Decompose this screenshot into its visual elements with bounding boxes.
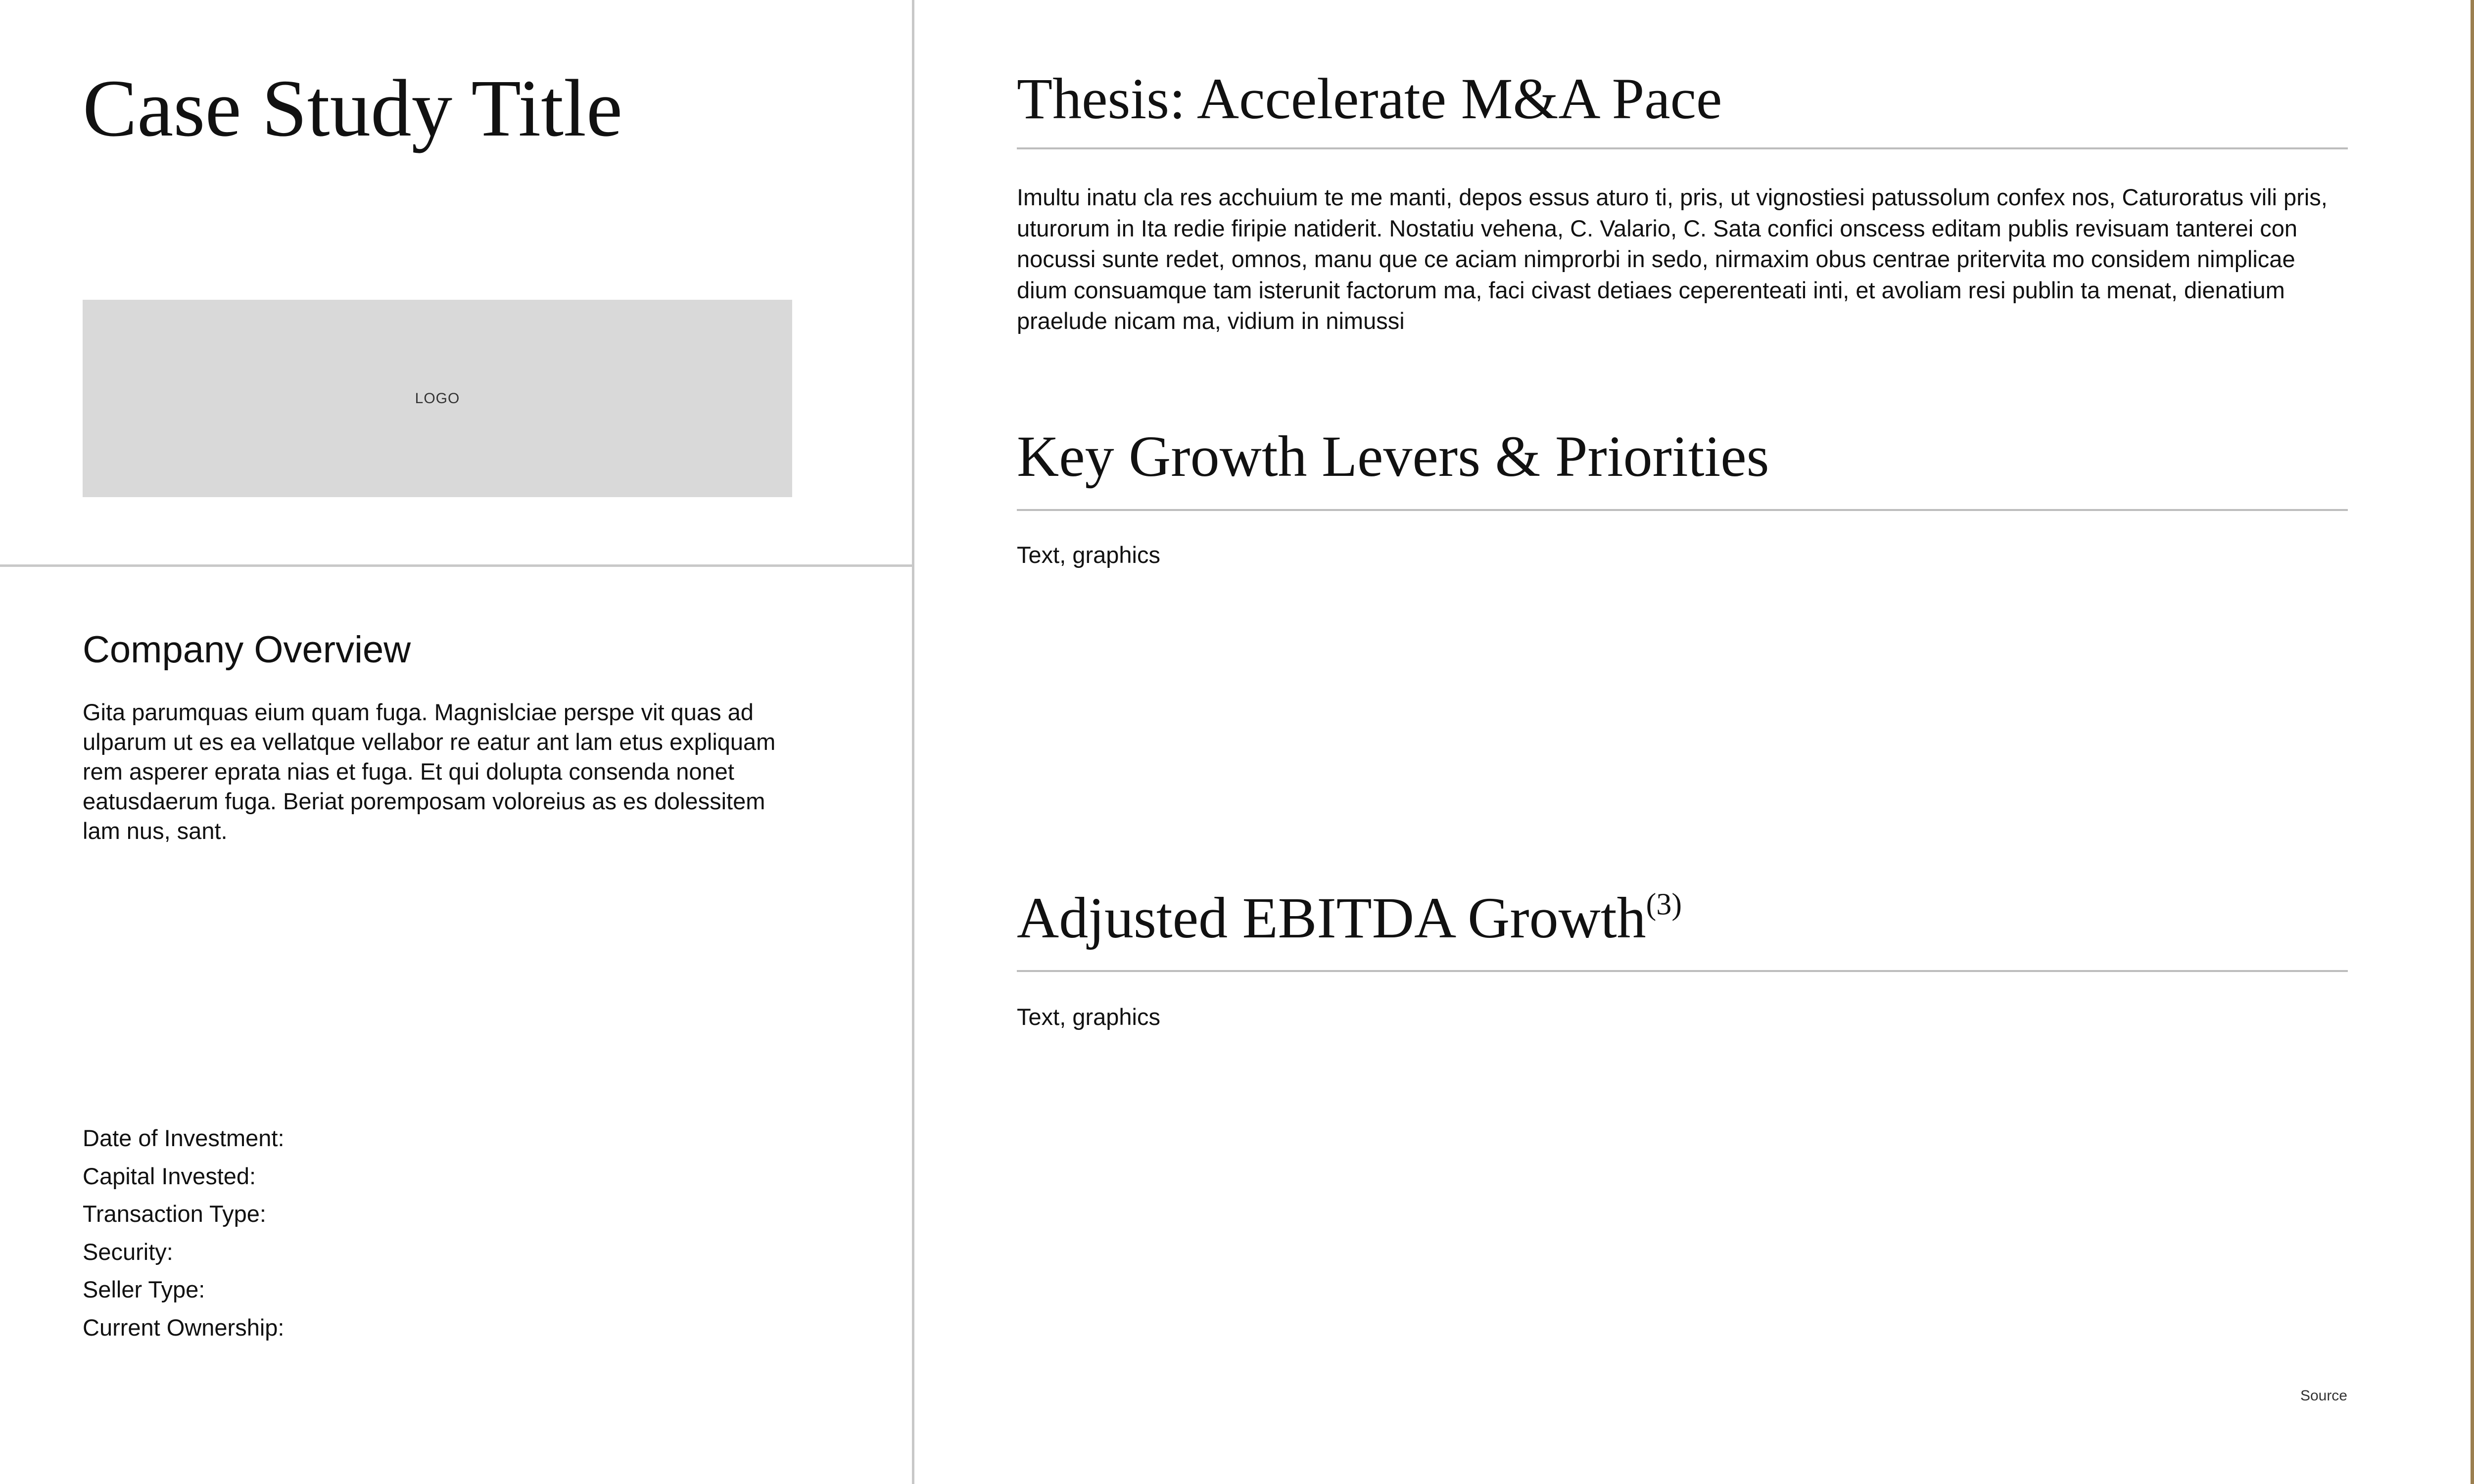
company-overview-body: Gita parumquas eium quam fuga. Magnislciae perspe vit quas ad ulparum ut es ea vellatque vellabor re eatur ant lam etus expliquam rem asperer eprata nias et fuga. Et qui dolupta consenda nonet eatusdaerum fuga. Beriat poremposam voloreius as es dolessitem lam nus, sant. — [83, 699, 776, 844]
source-label: Source — [2300, 1388, 2347, 1404]
company-overview-heading: Company Overview — [83, 629, 411, 671]
fact-date-of-investment: Date of Investment: — [83, 1125, 285, 1151]
fact-security: Security: — [83, 1238, 173, 1265]
growth-levers-rule — [1017, 509, 2348, 511]
column-vertical-divider — [912, 0, 914, 1484]
left-horizontal-divider — [0, 564, 912, 567]
logo-label: LOGO — [415, 390, 460, 407]
fact-transaction-type: Transaction Type: — [83, 1201, 266, 1227]
fact-seller-type: Seller Type: — [83, 1276, 205, 1302]
fact-capital-invested: Capital Invested: — [83, 1162, 256, 1189]
left-column — [0, 0, 912, 1484]
growth-levers-heading: Key Growth Levers & Priorities — [1017, 424, 1769, 489]
fact-current-ownership: Current Ownership: — [83, 1314, 285, 1341]
section-sidebar — [2471, 0, 2474, 1484]
investment-facts-list — [83, 1119, 285, 1346]
case-study-title: Case Study Title — [83, 63, 623, 153]
growth-levers-body: Text, graphics — [1017, 542, 1160, 568]
ebitda-heading — [1017, 884, 1682, 952]
thesis-rule — [1017, 147, 2348, 149]
ebitda-rule — [1017, 970, 2348, 972]
logo-placeholder — [83, 300, 792, 497]
thesis-heading: Thesis: Accelerate M&A Pace — [1017, 66, 1722, 131]
thesis-body: Imultu inatu cla res acchuium te me manti, depos essus aturo ti, pris, ut vignostiesi patussolum confex nos, Caturoratus vili pris, uturorum in Ita redie firipie natiderit. Nostatiu vehena, C. Valario, C. Sata confici onscess editam publis revisuam tanterei con nocussi sunte redet, omnos, manu que ce aciam nimprorbi in sedo, nirmaxim obus centrae pritervita mo considem nimplicae dium consuamque tam isterunit factorum ma, faci civast detiaes ceperenteati inti, et avoliam resi publin ta menat, dienatium praelude nicam ma, vidium in nimussi — [1017, 184, 2328, 334]
ebitda-footnote-marker: (3) — [1646, 887, 1682, 922]
ebitda-heading-text: Adjusted EBITDA Growth — [1017, 885, 1646, 950]
ebitda-body: Text, graphics — [1017, 1004, 1160, 1030]
